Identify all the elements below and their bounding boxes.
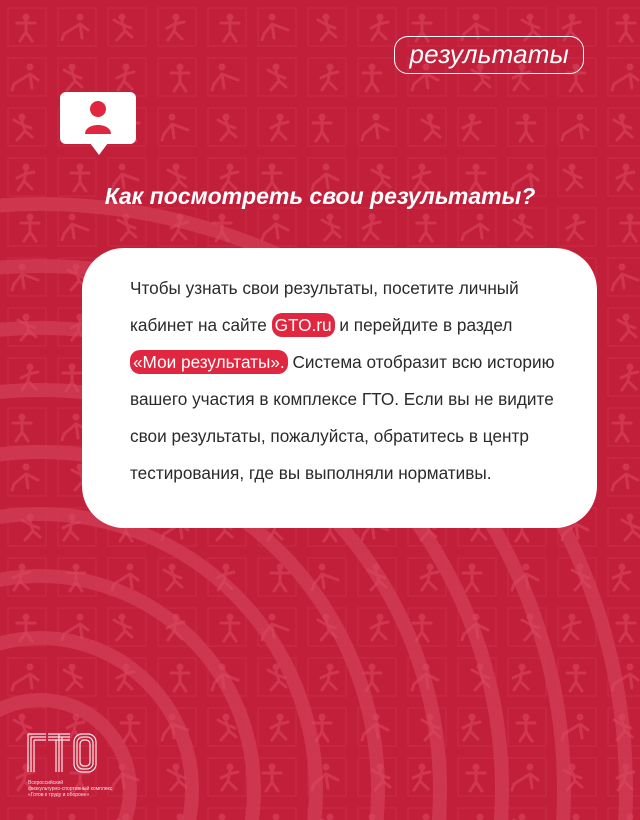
sport-icon-tile	[408, 108, 446, 146]
sport-icon-tile	[508, 108, 546, 146]
sport-icon-tile	[508, 808, 546, 820]
sport-icon-tile	[558, 108, 596, 146]
sport-icon-tile	[608, 58, 640, 96]
sport-icon-tile	[58, 658, 96, 696]
section-tag: результаты	[394, 36, 584, 74]
sport-icon-tile	[308, 108, 346, 146]
info-card	[82, 248, 597, 528]
sport-icon-tile	[308, 208, 346, 246]
sport-icon-tile	[508, 658, 546, 696]
sport-icon-tile	[258, 208, 296, 246]
sport-icon-tile	[258, 808, 296, 820]
sport-icon-tile	[208, 108, 246, 146]
sport-icon-tile	[8, 408, 46, 446]
sport-icon-tile	[58, 208, 96, 246]
card-text	[130, 270, 573, 492]
sport-icon-tile	[408, 208, 446, 246]
gto-logo-text: ГТО	[61, 760, 63, 761]
sport-icon-tile	[608, 358, 640, 396]
sport-icon-tile	[208, 58, 246, 96]
sport-icon-tile	[8, 458, 46, 496]
sport-icon-tile	[508, 708, 546, 746]
sport-icon-tile	[608, 258, 640, 296]
sport-icon-tile	[258, 8, 296, 46]
sport-icon-tile	[208, 8, 246, 46]
sport-icon-tile	[458, 758, 496, 796]
sport-icon-tile	[258, 708, 296, 746]
sport-icon-tile	[208, 758, 246, 796]
logo-line-2: физкультурно-спортивный комплекс	[28, 786, 113, 792]
sport-icon-tile	[508, 208, 546, 246]
sport-icon-tile	[8, 108, 46, 146]
sport-icon-tile	[358, 608, 396, 646]
card-line-4: вашего участия в комплексе ГТО. Если вы не видите	[130, 389, 554, 409]
logo-line-3: «Готов к труду и обороне»	[28, 792, 90, 798]
sport-icon-tile	[108, 8, 146, 46]
profile-bubble	[60, 92, 136, 144]
sport-icon-tile	[308, 658, 346, 696]
sport-icon-tile	[358, 108, 396, 146]
sport-icon-tile	[258, 108, 296, 146]
sport-icon-tile	[608, 508, 640, 546]
sport-icon-tile	[608, 308, 640, 346]
sport-icon-tile	[608, 208, 640, 246]
sport-icon-tile	[108, 608, 146, 646]
sport-icon-tile	[108, 58, 146, 96]
sport-icon-tile	[158, 58, 196, 96]
sport-icon-tile	[608, 558, 640, 596]
sport-icon-tile	[358, 8, 396, 46]
my-results-link[interactable]: «Мои результаты».	[130, 350, 288, 374]
sport-icon-tile	[258, 758, 296, 796]
sport-icon-tile	[608, 108, 640, 146]
sport-icon-tile	[158, 8, 196, 46]
sport-icon-tile	[58, 58, 96, 96]
sport-icon-tile	[308, 8, 346, 46]
sport-icon-tile	[258, 58, 296, 96]
card-line-1: Чтобы узнать свои результаты, посетите личный	[130, 278, 519, 298]
sport-icon-tile	[558, 608, 596, 646]
sport-icon-tile	[458, 808, 496, 820]
card-line-5: свои результаты, пожалуйста, обратитесь в центр	[130, 426, 529, 446]
sport-icon-tile	[58, 8, 96, 46]
user-icon	[84, 100, 112, 136]
sport-icon-tile	[8, 58, 46, 96]
gto-logo	[24, 730, 164, 810]
sport-icon-tile	[8, 8, 46, 46]
site-link[interactable]: GTO.ru	[272, 313, 335, 337]
sport-icon-tile	[558, 658, 596, 696]
sport-icon-tile	[308, 58, 346, 96]
sport-icon-tile	[208, 608, 246, 646]
sport-icon-tile	[458, 108, 496, 146]
sport-icon-tile	[358, 58, 396, 96]
sport-icon-tile	[608, 408, 640, 446]
sport-icon-tile	[508, 758, 546, 796]
sport-icon-tile	[358, 208, 396, 246]
sport-icon-tile	[558, 208, 596, 246]
sport-icon-tile	[608, 458, 640, 496]
page-title: Как посмотреть свои результаты?	[104, 183, 536, 209]
sport-icon-tile	[8, 658, 46, 696]
sport-icon-tile	[158, 108, 196, 146]
bubble-tail	[90, 143, 108, 155]
gto-logo-caption	[28, 780, 158, 798]
sport-icon-tile	[458, 208, 496, 246]
card-line-3-post: Система отобразит всю историю	[287, 352, 555, 372]
card-line-2-post: и перейдите в раздел	[334, 315, 513, 335]
logo-line-1: Всероссийский	[28, 780, 64, 786]
card-line-6: тестирования, где вы выполняли нормативы.	[130, 463, 492, 483]
sport-icon-tile	[8, 208, 46, 246]
sport-icon-tile	[208, 808, 246, 820]
card-line-2-pre: кабинет на сайте	[130, 315, 272, 335]
sport-icon-tile	[608, 8, 640, 46]
gto-logo-mark	[24, 730, 100, 776]
